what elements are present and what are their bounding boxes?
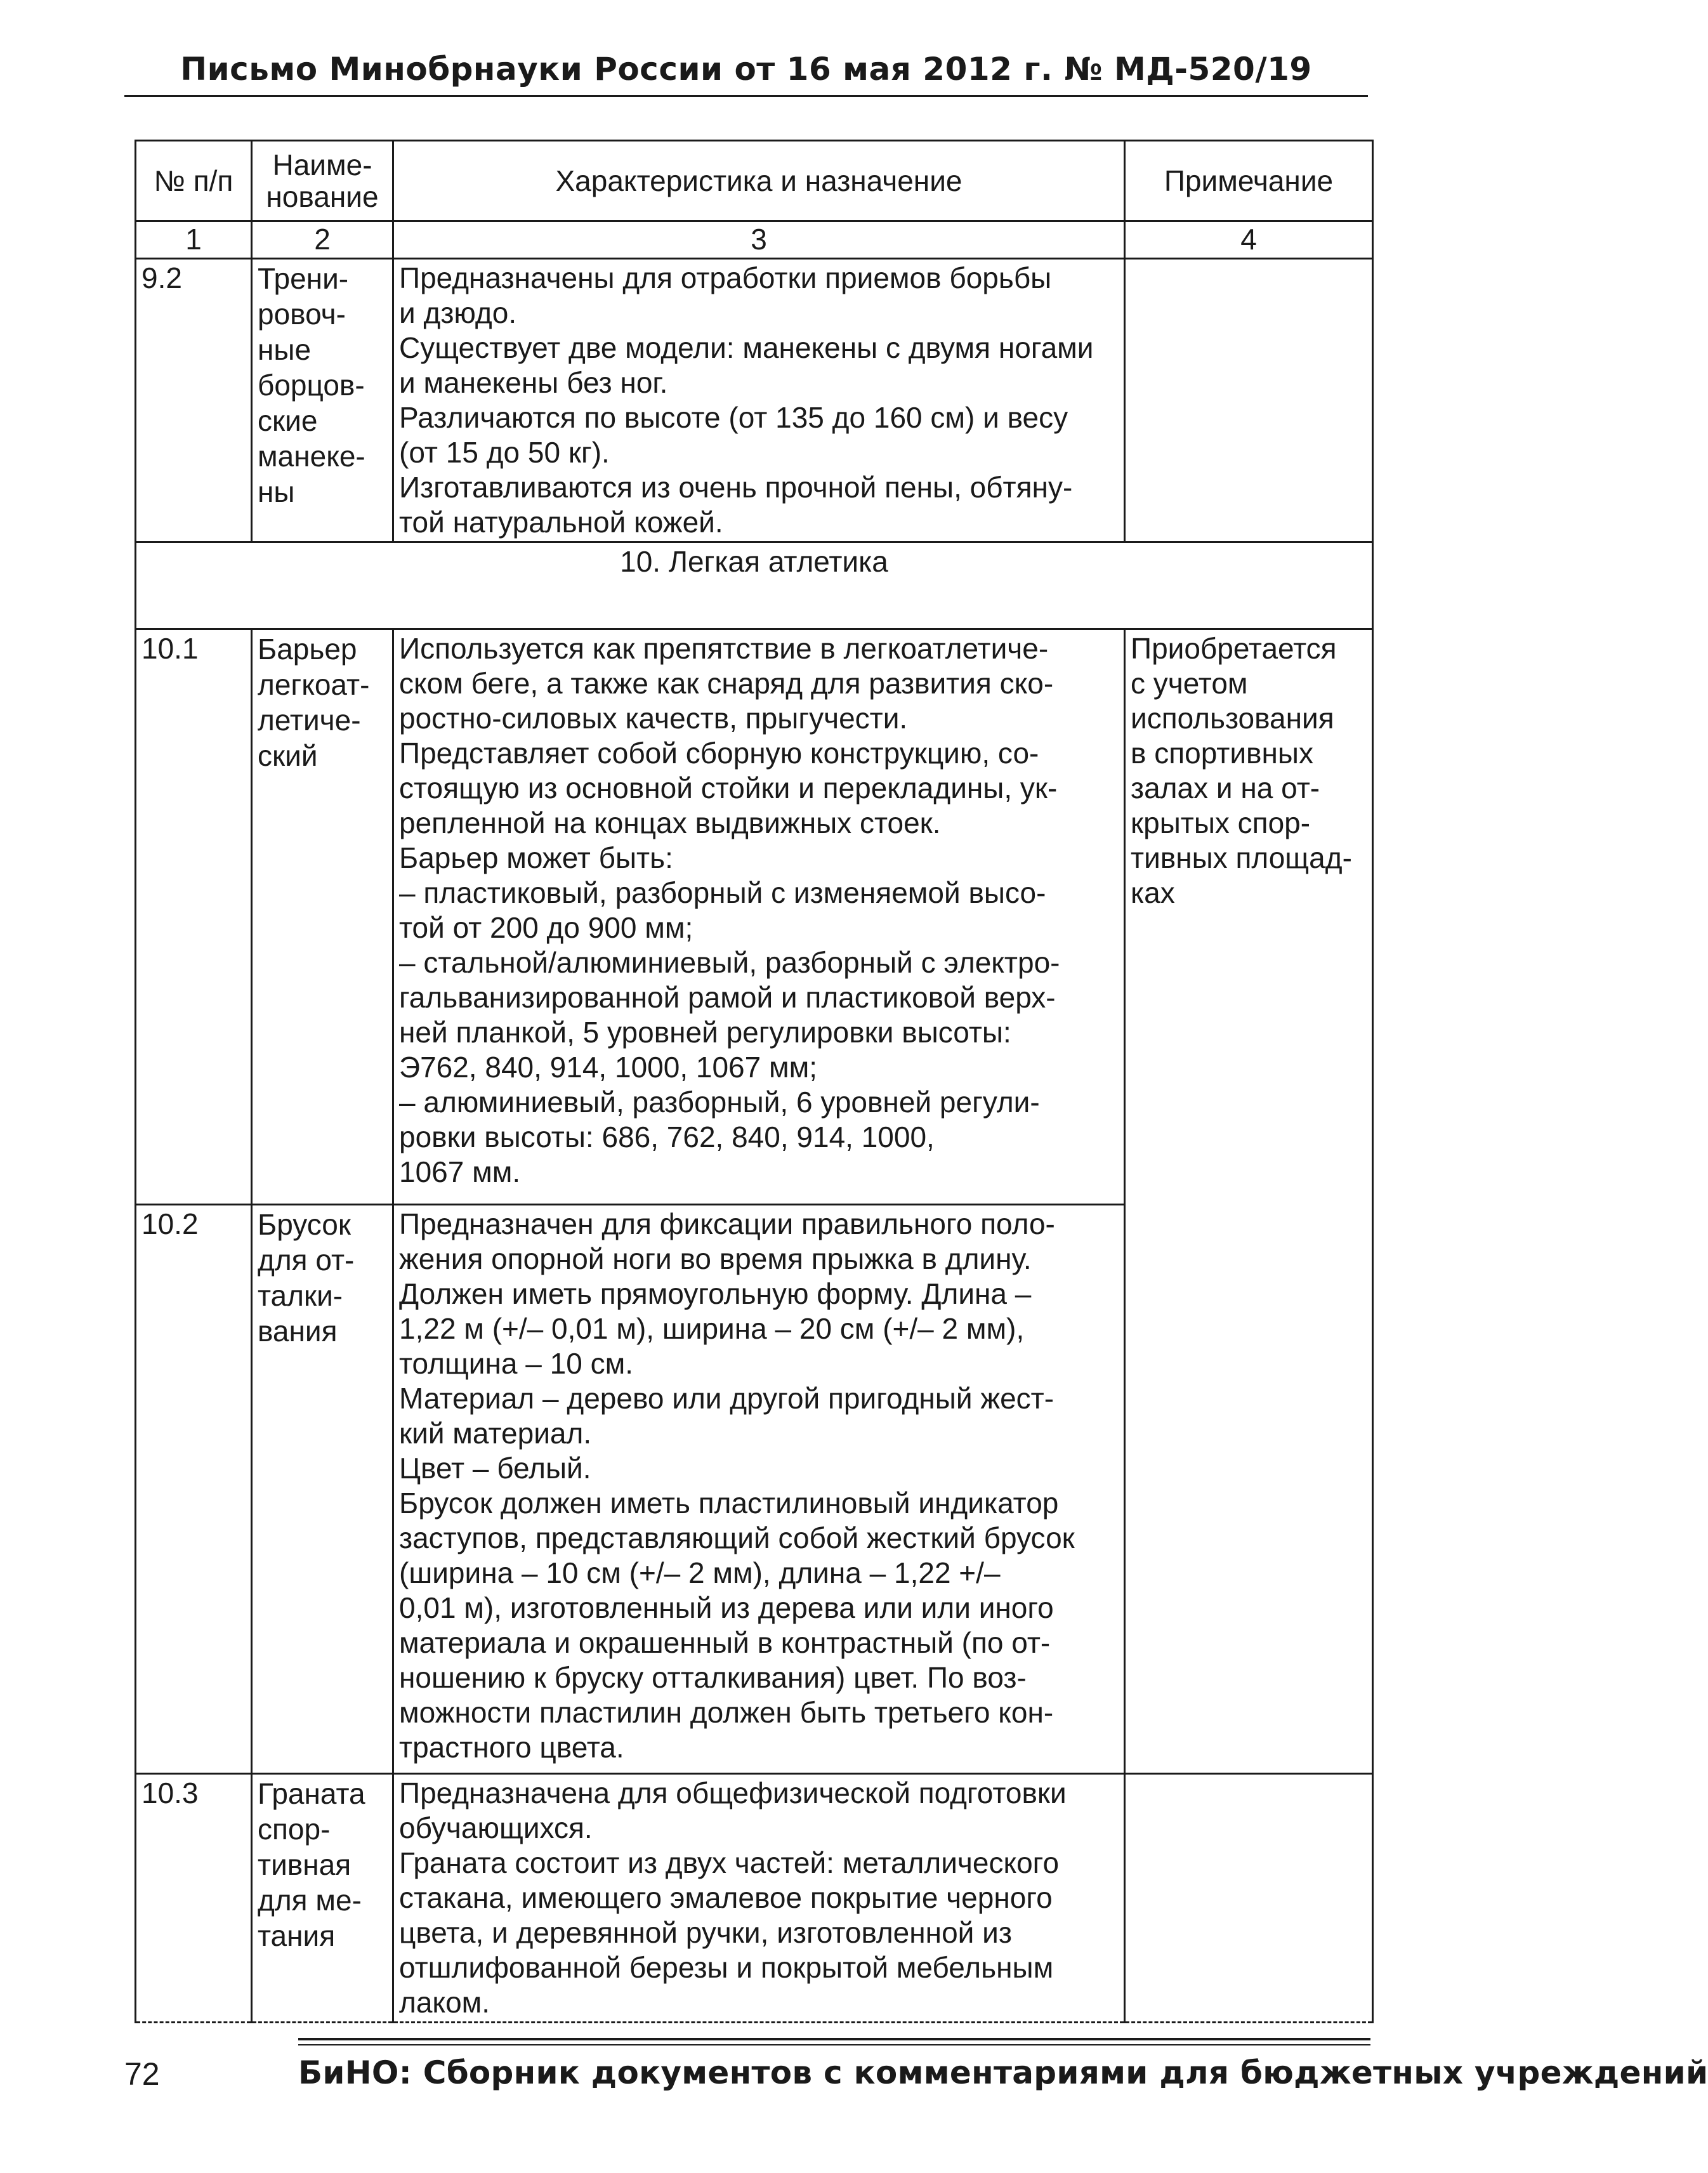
item-note [1125,259,1373,542]
column-number: 2 [252,221,393,259]
item-name: Трени- ровоч- ные борцов- ские манеке- ны [252,259,393,542]
column-number: 3 [393,221,1125,259]
row-number: 10.3 [136,1774,252,2023]
item-note [1125,1774,1373,2023]
col-header-name: Наиме- нование [252,141,393,221]
running-title: Письмо Минобрнауки России от 16 мая 2012 г. № МД-520/19 [180,51,1312,88]
table-row [136,629,1373,1205]
header-rule [124,95,1368,97]
row-number: 9.2 [136,259,252,542]
item-name: Брусок для от- талки- вания [252,1205,393,1774]
row-number: 10.1 [136,629,252,1205]
table-header-row [136,141,1373,221]
table-row [136,259,1373,542]
column-number: 4 [1125,221,1373,259]
col-header-description: Характеристика и назначение [393,141,1125,221]
col-header-number: № п/п [136,141,252,221]
item-note: Приобретается с учетом использования в спортивных залах и на от- крытых спор- тивных площад- ках [1125,629,1373,1774]
item-name: Граната спор- тивная для ме- тания [252,1774,393,2023]
table-row [136,1774,1373,2023]
item-description: Предназначен для фиксации правильного поло- жения опорной ноги во время прыжка в длину. Должен иметь прямоугольную форму. Длина – 1,22 м (+/– 0,01 м), ширина – 20 см (+/– 2 мм), толщина – 10 см. Материал – дерево или другой пригодный жест- кий материал. Цвет – белый. Брусок должен иметь пластилиновый индикатор заступов, представляющий собой жесткий брусок (ширина – 10 см (+/– 2 мм), длина – 1,22 +/– 0,01 м), изготовленный из дерева или или иного материала и окрашенный в контрастный (по от- ношению к бруску отталкивания) цвет. По воз- можности пластилин должен быть третьего кон- трастного цвета. [393,1205,1125,1774]
equipment-table [135,140,1374,2023]
item-description: Предназначена для общефизической подготовки обучающихся. Граната состоит из двух частей: металлического стакана, имеющего эмалевое покрытие черного цвета, и деревянной ручки, изготовленной из отшлифованной березы и покрытой мебельным лаком. [393,1774,1125,2023]
section-heading-row [136,542,1373,629]
item-name: Барьер легкоат- летиче- ский [252,629,393,1205]
column-number: 1 [136,221,252,259]
item-description: Используется как препятствие в легкоатлетиче- ском беге, а также как снаряд для развития ско- ростно-силовых качеств, прыгучести. Представляет собой сборную конструкцию, со- стоящую из основной стойки и перекладины, ук- репленной на концах выдвижных стоек. Барьер может быть: – пластиковый, разборный с изменяемой высо- той от 200 до 900 мм; – стальной/алюминиевый, разборный с электро- гальванизированной рамой и пластиковой верх- ней планкой, 5 уровней регулировки высоты: Э762, 840, 914, 1000, 1067 мм; – алюминиевый, разборный, 6 уровней регули- ровки высоты: 686, 762, 840, 914, 1000, 1067 мм. [393,629,1125,1205]
section-title: 10. Легкая атлетика [136,542,1373,629]
column-number-row [136,221,1373,259]
footer-rule [298,2038,1370,2040]
page-number: 72 [124,2056,160,2092]
col-header-note: Примечание [1125,141,1373,221]
publication-title: БиНО: Сборник документов с комментариями для бюджетных учреждений [298,2054,1708,2091]
row-number: 10.2 [136,1205,252,1774]
footer-rule-thin [298,2044,1370,2045]
item-description: Предназначены для отработки приемов борьбы и дзюдо. Существует две модели: манекены с двумя ногами и манекены без ног. Различаются по высоте (от 135 до 160 см) и весу (от 15 до 50 кг). Изготавливаются из очень прочной пены, обтяну- той натуральной кожей. [393,259,1125,542]
